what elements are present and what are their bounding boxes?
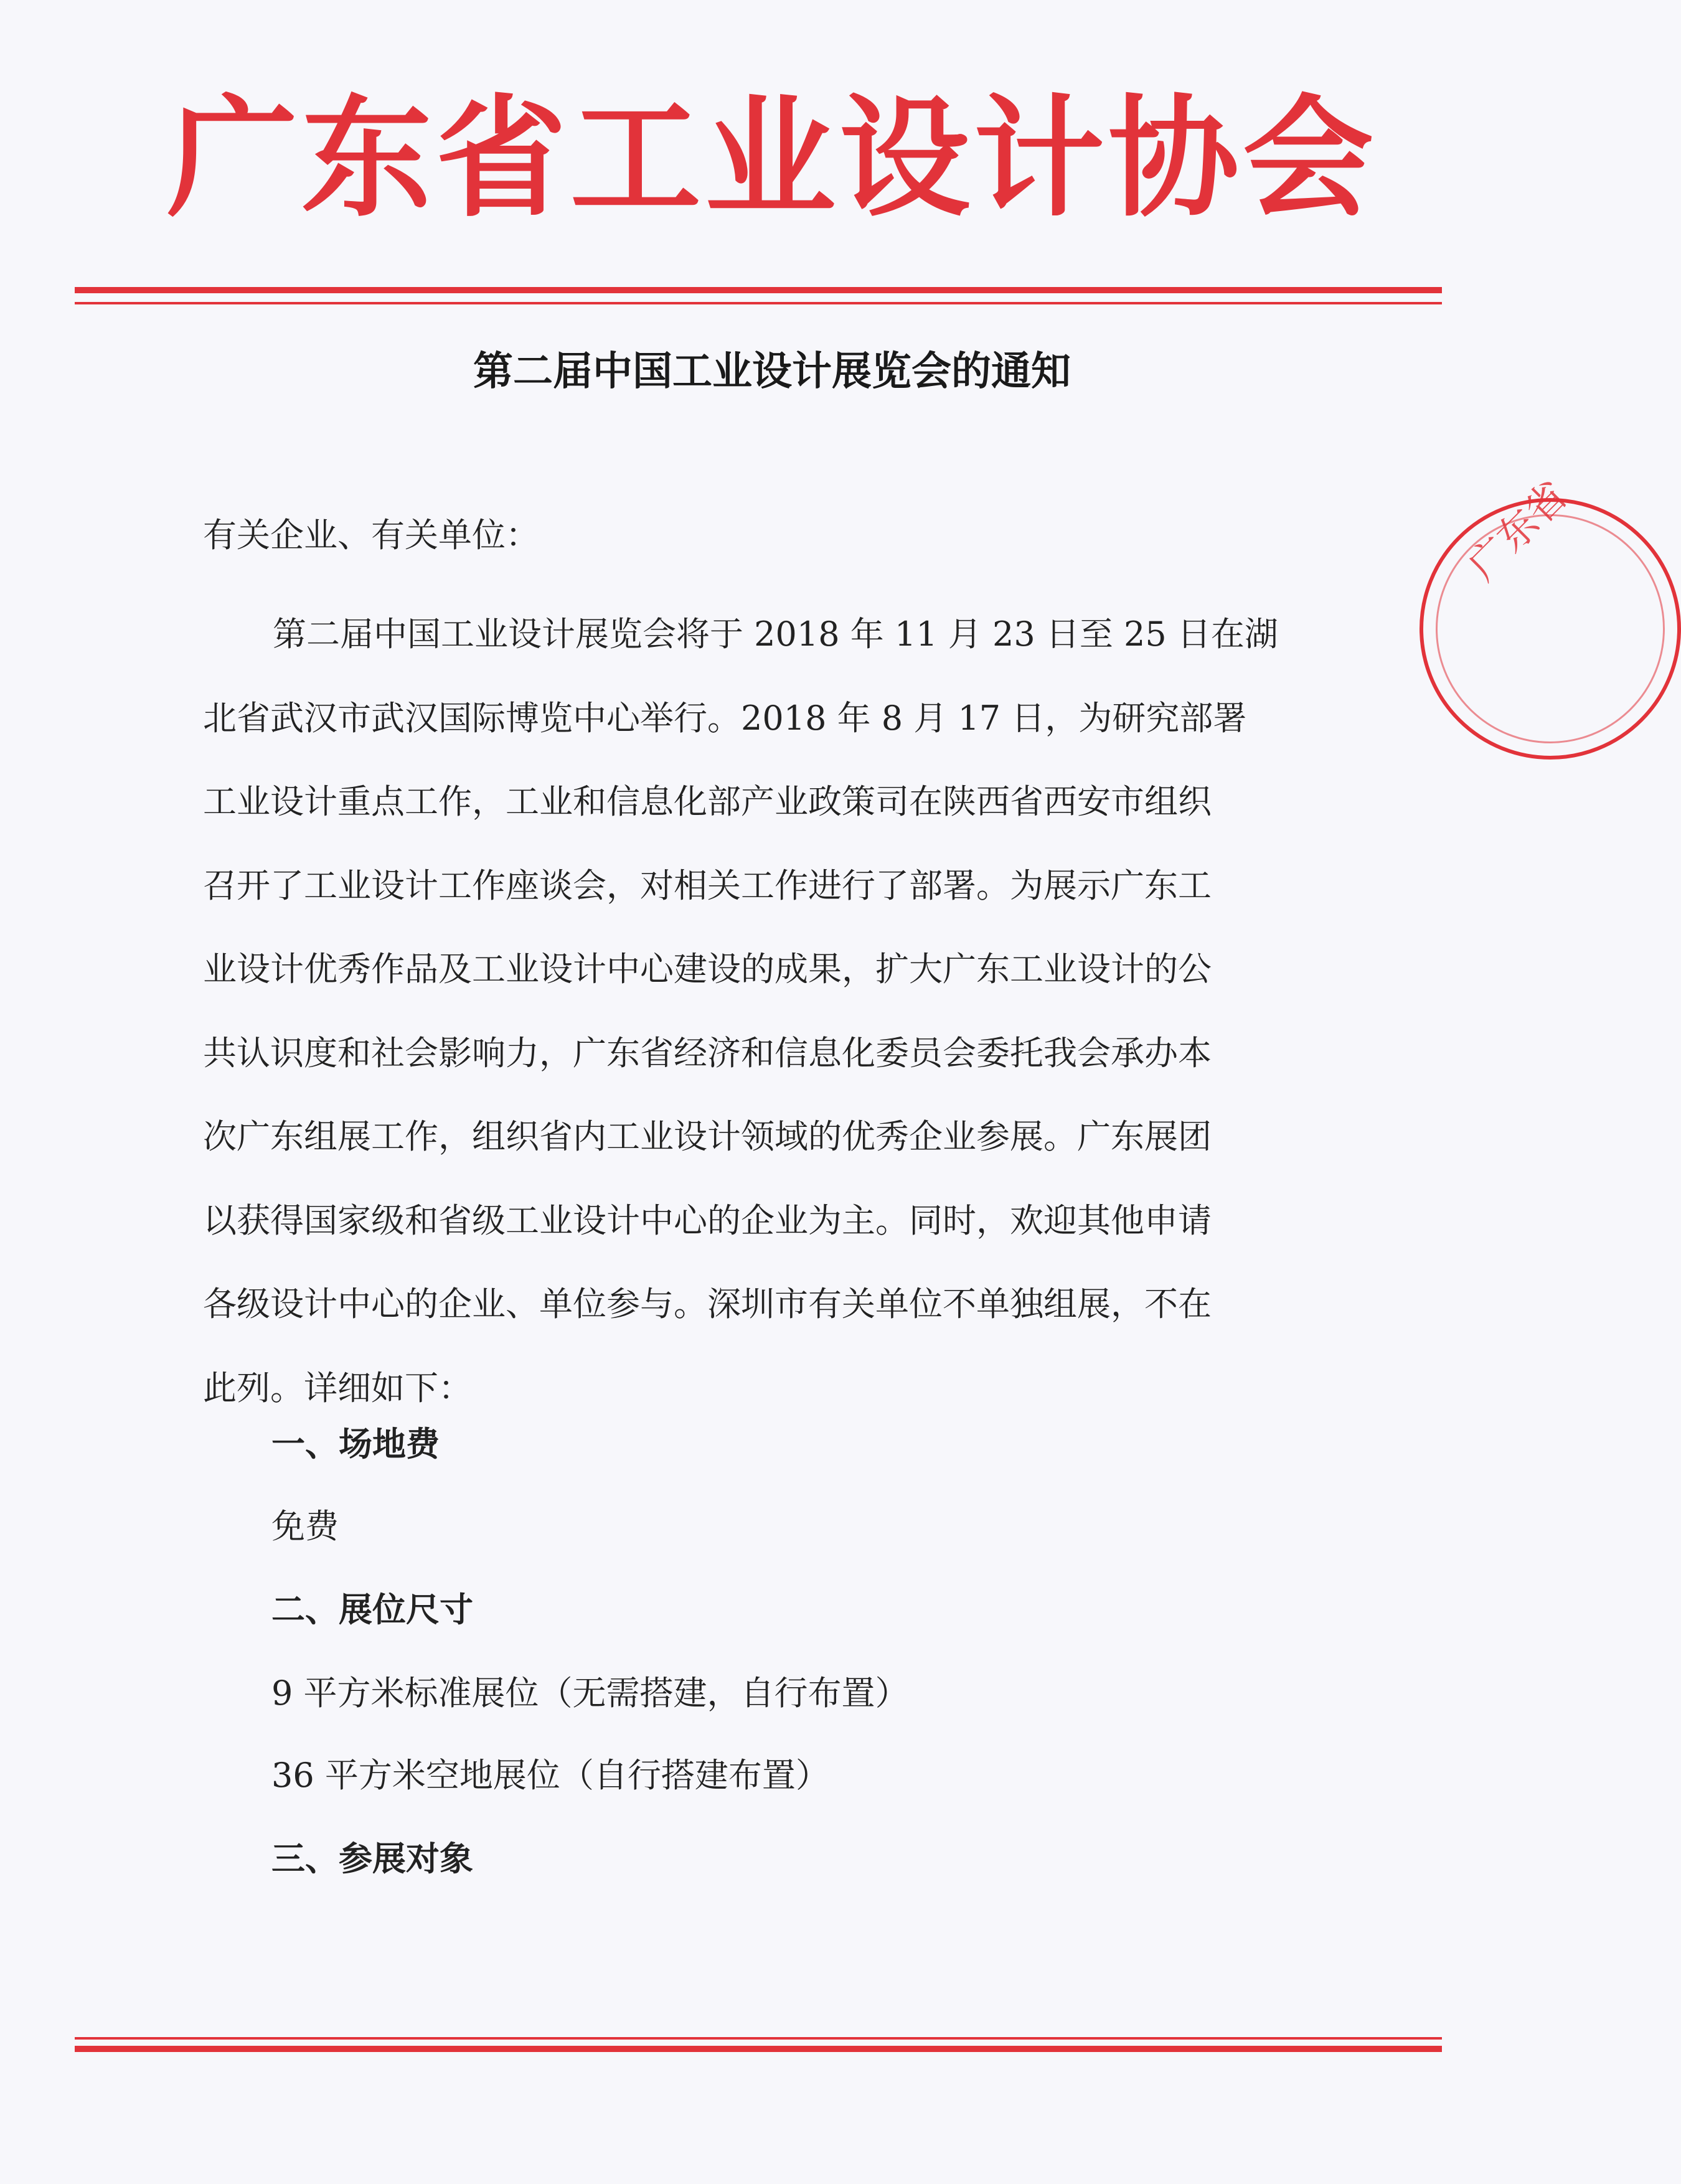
- body-line: 次广东组展工作，组织省内工业设计领域的优秀企业参展。广东展团: [203, 1117, 1212, 1156]
- section-heading-booth-size: 二、展位尺寸: [271, 1590, 473, 1629]
- official-seal-stamp: [1420, 472, 1681, 760]
- footer-rule-thick: [75, 2046, 1442, 2052]
- body-line: 业设计优秀作品及工业设计中心建设的成果，扩大广东工业设计的公: [203, 949, 1212, 989]
- notice-title: 第二届中国工业设计展览会的通知: [473, 349, 1071, 395]
- body-line: 各级设计中心的企业、单位参与。深圳市有关单位不单独组展，不在: [203, 1284, 1212, 1324]
- booth-option-raw-space: 36 平方米空地展位（自行搭建布置）: [271, 1756, 829, 1795]
- body-line: 工业设计重点工作，工业和信息化部产业政策司在陕西省西安市组织: [203, 782, 1212, 821]
- body-line: 召开了工业设计工作座谈会，对相关工作进行了部署。为展示广东工: [203, 865, 1212, 905]
- letterhead-rule-thick: [75, 287, 1442, 293]
- venue-fee-value: 免费: [271, 1507, 339, 1546]
- body-line: 共认识度和社会影响力，广东省经济和信息化委员会委托我会承办本: [203, 1033, 1212, 1073]
- seal-text: 广东省: [1459, 472, 1577, 590]
- body-paragraph: [203, 593, 1311, 1430]
- booth-option-standard: 9 平方米标准展位（无需搭建，自行布置）: [271, 1673, 909, 1713]
- body-line: 北省武汉市武汉国际博览中心举行。2018 年 8 月 17 日，为研究部署: [203, 698, 1247, 738]
- body-line: 以获得国家级和省级工业设计中心的企业为主。同时，欢迎其他申请: [203, 1200, 1212, 1240]
- section-heading-participants: 三、参展对象: [271, 1839, 473, 1878]
- section-heading-venue-fee: 一、场地费: [271, 1424, 440, 1464]
- letterhead-rule-thin: [75, 302, 1442, 304]
- body-line: 第二届中国工业设计展览会将于 2018 年 11 月 23 日至 25 日在湖: [273, 614, 1278, 654]
- letterhead-org-name: 广东省工业设计协会: [166, 82, 1377, 235]
- salutation: 有关企业、有关单位：: [203, 515, 539, 555]
- body-line: 此列。详细如下：: [203, 1368, 472, 1408]
- footer-rule-thin: [75, 2037, 1442, 2040]
